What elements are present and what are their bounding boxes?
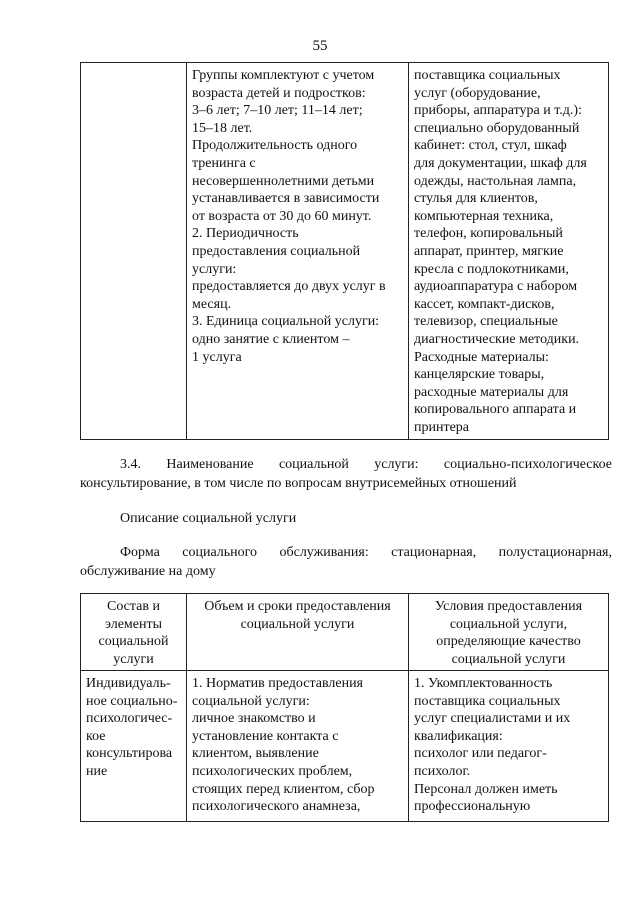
- text-line: психологического анамнеза,: [192, 799, 361, 815]
- table-cell-volume-terms: [187, 63, 409, 440]
- paragraph-line: Форма социального обслуживания: стационарная, полустационарная,: [120, 545, 612, 560]
- text-line: одежды, настольная лампа,: [414, 173, 577, 189]
- text-line: от возраста от 30 до 60 минут.: [192, 208, 372, 224]
- text-line: ное социально-: [86, 693, 178, 709]
- text-line: психологичес-: [86, 711, 173, 727]
- text-line: кабинет: стол, стул, шкаф: [414, 138, 567, 154]
- text-line: 15–18 лет.: [192, 120, 253, 136]
- text-line: телефон, копировальный: [414, 226, 563, 242]
- text-line: аппарат, принтер, мягкие: [414, 243, 564, 259]
- text-line: установление контакта с: [192, 728, 339, 744]
- text-line: предоставления социальной: [192, 243, 361, 259]
- text-line: психологических проблем,: [192, 763, 353, 779]
- text-line: принтера: [414, 419, 470, 435]
- text-line: психолог или педагог-: [414, 746, 547, 762]
- service-form-paragraph: [80, 543, 612, 581]
- text-line: услуг (оборудование,: [414, 85, 541, 101]
- header-line: Условия предоставления: [434, 599, 583, 614]
- text-line: 3. Единица социальной услуги:: [192, 314, 380, 330]
- header-line: Объем и сроки предоставления: [204, 599, 391, 614]
- text-line: кресла с подлокотниками,: [414, 261, 569, 277]
- text-line: услуг специалистами и их: [414, 711, 571, 727]
- table-row: [81, 671, 609, 822]
- text-line: кассет, компакт-дисков,: [414, 296, 555, 312]
- header-cell-volume-terms: [187, 594, 409, 671]
- text-line: Продолжительность одного: [192, 138, 358, 154]
- text-line: одно занятие с клиентом –: [192, 331, 350, 347]
- paragraph-line: обслуживание на дому: [80, 564, 216, 579]
- header-cell-conditions: [409, 594, 609, 671]
- text-line: копировального аппарата и: [414, 402, 577, 418]
- table-cell-volume-terms: [187, 671, 409, 822]
- text-line: 1. Укомплектованность: [414, 676, 553, 691]
- text-line: квалификация:: [414, 728, 503, 744]
- paragraph-line: Описание социальной услуги: [120, 511, 297, 526]
- paragraph-line: 3.4. Наименование социальной услуги: социально-психологическое: [120, 457, 612, 472]
- text-line: приборы, аппаратура и т.д.):: [414, 103, 582, 119]
- text-line: расходные материалы для: [414, 384, 569, 400]
- table-cell-conditions: [409, 63, 609, 440]
- text-line: Расходные материалы:: [414, 349, 549, 365]
- text-line: Индивидуаль-: [86, 676, 171, 691]
- text-line: стулья для клиентов,: [414, 191, 538, 207]
- text-line: 3–6 лет; 7–10 лет; 11–14 лет;: [192, 103, 363, 119]
- header-line: услуги: [113, 651, 154, 667]
- text-line: для документации, шкаф для: [414, 155, 587, 171]
- text-line: личное знакомство и: [192, 711, 316, 727]
- text-line: компьютерная техника,: [414, 208, 554, 224]
- text-line: устанавливается в зависимости: [192, 191, 380, 207]
- table-cell-service-name: [81, 671, 187, 822]
- text-line: поставщика социальных: [414, 68, 561, 83]
- text-line: Группы комплектуют с учетом: [192, 68, 375, 83]
- table-cell-conditions: [409, 671, 609, 822]
- header-line: социальной услуги: [240, 616, 355, 632]
- text-line: профессиональную: [414, 799, 531, 815]
- text-line: месяц.: [192, 296, 232, 312]
- header-line: социальной: [98, 634, 169, 650]
- text-line: стоящих перед клиентом, сбор: [192, 781, 375, 797]
- text-line: социальной услуги:: [192, 693, 310, 709]
- text-line: 1. Норматив предоставления: [192, 676, 363, 691]
- paragraph-line: консультирование, в том числе по вопросам внутрисемейных отношений: [80, 476, 517, 491]
- header-line: элементы: [104, 616, 163, 632]
- text-line: возраста детей и подростков:: [192, 85, 366, 101]
- table-header-row: [81, 594, 609, 671]
- header-cell-composition: [81, 594, 187, 671]
- table-cell-empty: [81, 63, 187, 440]
- text-line: кое: [86, 728, 106, 744]
- services-table: [80, 593, 609, 822]
- text-line: несовершеннолетними детьми: [192, 173, 375, 189]
- text-line: консультирова: [86, 746, 173, 762]
- text-line: диагностические методики.: [414, 331, 580, 347]
- page-number: 55: [312, 38, 328, 54]
- text-line: специально оборудованный: [414, 120, 580, 136]
- text-line: 2. Периодичность: [192, 226, 299, 242]
- text-line: 1 услуга: [192, 349, 242, 365]
- text-line: ние: [86, 763, 108, 779]
- header-line: определяющие качество: [436, 634, 581, 650]
- text-line: поставщика социальных: [414, 693, 561, 709]
- header-line: социальной услуги: [451, 651, 566, 667]
- text-line: психолог.: [414, 763, 471, 779]
- text-line: предоставляется до двух услуг в: [192, 279, 386, 295]
- header-line: Состав и: [106, 599, 160, 614]
- text-line: телевизор, специальные: [414, 314, 558, 330]
- text-line: услуги:: [192, 261, 237, 277]
- text-line: канцелярские товары,: [414, 367, 545, 383]
- text-line: тренинга с: [192, 155, 256, 171]
- services-table-continued: [80, 62, 609, 440]
- text-line: аудиоаппаратура с набором: [414, 279, 578, 295]
- table-row: [81, 63, 609, 440]
- text-line: клиентом, выявление: [192, 746, 319, 762]
- service-name-paragraph: [80, 455, 612, 493]
- text-line: Персонал должен иметь: [414, 781, 558, 797]
- header-line: социальной услуги,: [449, 616, 568, 632]
- description-title: [80, 509, 612, 528]
